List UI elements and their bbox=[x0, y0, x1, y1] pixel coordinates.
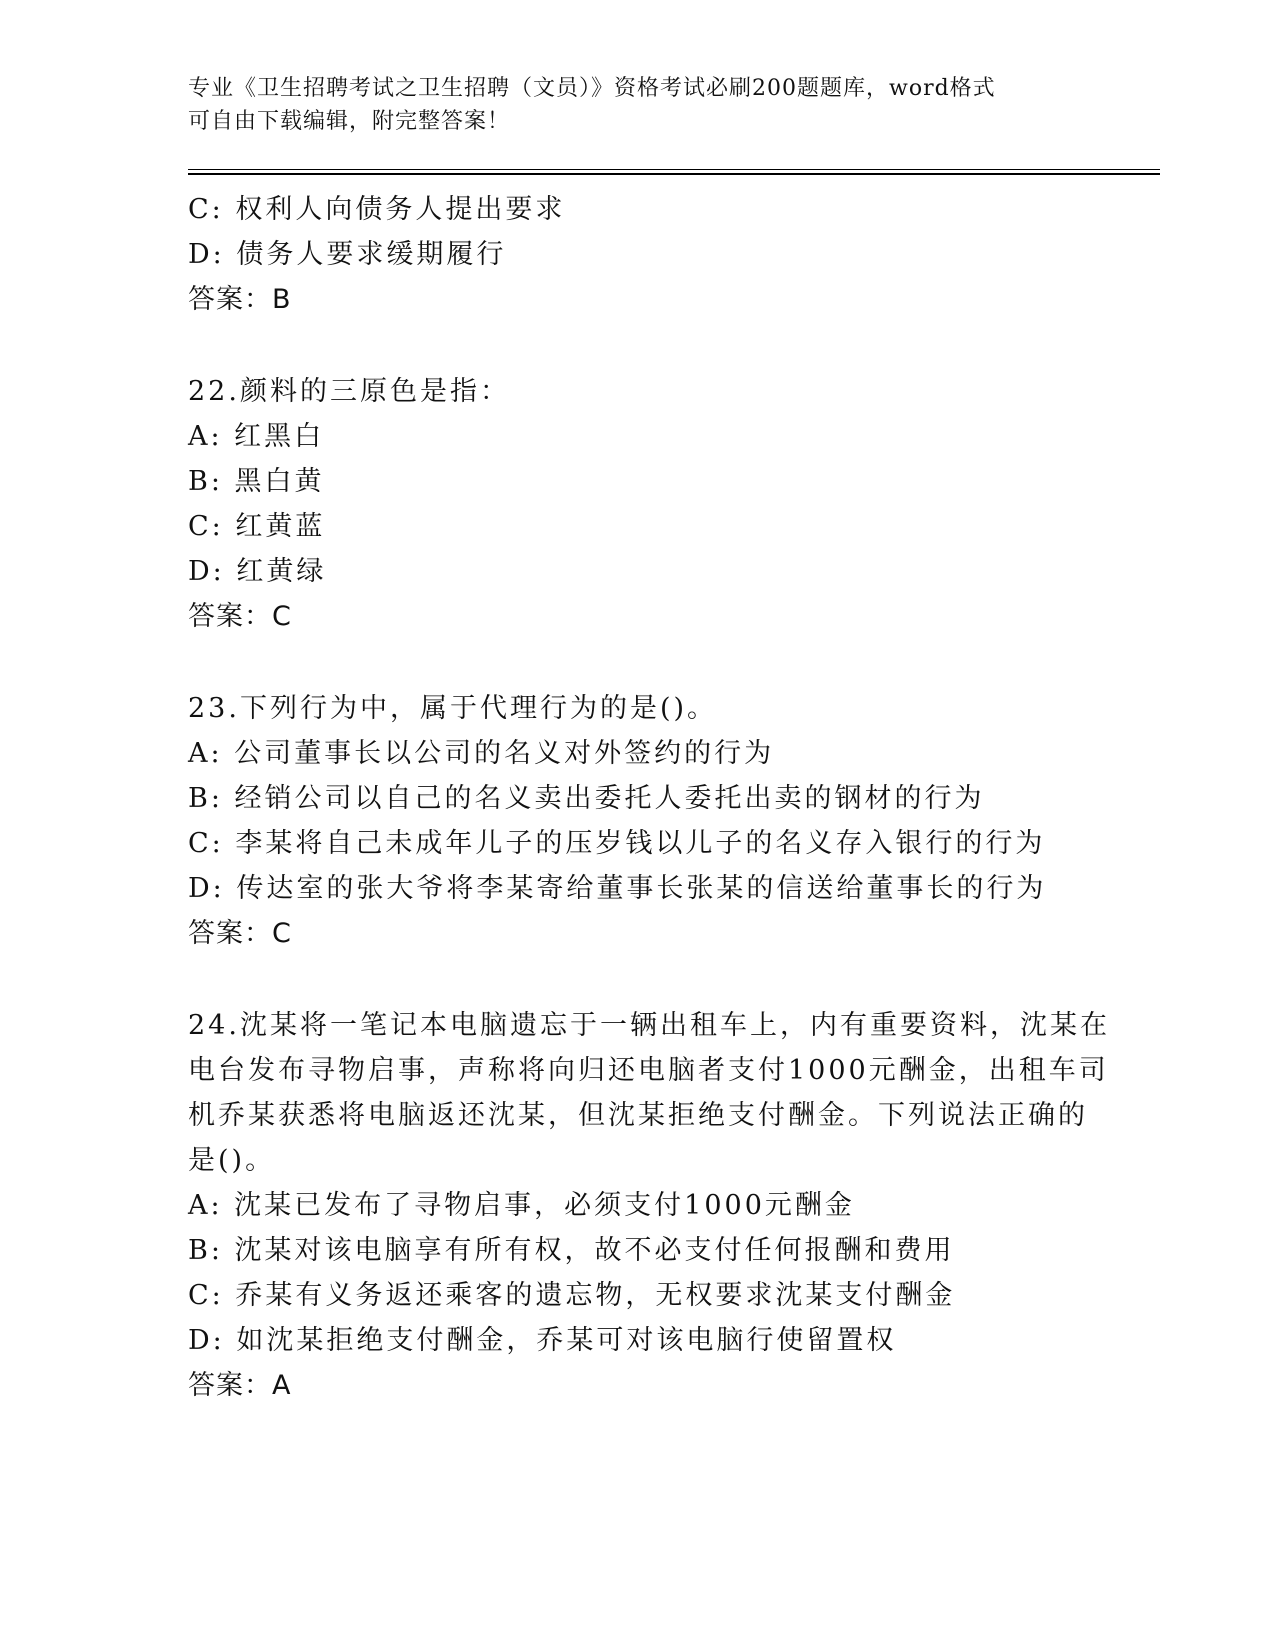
document-header bbox=[188, 72, 1068, 138]
question-text-line-2: 电台发布寻物启事，声称将向归还电脑者支付1000元酬金，出租车司 bbox=[188, 1055, 1109, 1086]
option-b: B: 经销公司以自己的名义卖出委托人委托出卖的钢材的行为 bbox=[188, 783, 985, 814]
option-c: C: 权利人向债务人提出要求 bbox=[188, 194, 566, 225]
option-d: D: 传达室的张大爷将李某寄给董事长张某的信送给董事长的行为 bbox=[188, 873, 1047, 904]
option-b: B: 黑白黄 bbox=[188, 466, 325, 497]
option-c: C: 红黄蓝 bbox=[188, 511, 326, 542]
header-title-line-1: 专业《卫生招聘考试之卫生招聘（文员）》资格考试必刷200题题库，word格式 bbox=[188, 76, 996, 101]
question-block-21 bbox=[188, 187, 1088, 322]
spacer bbox=[188, 322, 1088, 369]
header-divider-thin bbox=[188, 169, 1160, 170]
answer-label: 答案：A bbox=[188, 1370, 292, 1401]
option-a: A: 公司董事长以公司的名义对外签约的行为 bbox=[188, 738, 775, 769]
answer-label: 答案：C bbox=[188, 601, 292, 632]
option-a: A: 沈某已发布了寻物启事，必须支付1000元酬金 bbox=[188, 1190, 855, 1221]
question-text-line-4: 是()。 bbox=[188, 1145, 276, 1176]
option-d: D: 红黄绿 bbox=[188, 556, 327, 587]
header-title-line-2: 可自由下载编辑，附完整答案！ bbox=[188, 109, 511, 134]
question-list bbox=[188, 187, 1110, 1408]
question-block-24 bbox=[188, 1003, 1110, 1408]
option-a: A: 红黑白 bbox=[188, 421, 325, 452]
question-block-22 bbox=[188, 369, 1088, 639]
question-block-23 bbox=[188, 686, 1088, 956]
question-text-line-3: 机乔某获悉将电脑返还沈某，但沈某拒绝支付酬金。下列说法正确的 bbox=[188, 1100, 1088, 1131]
option-d: D: 如沈某拒绝支付酬金，乔某可对该电脑行使留置权 bbox=[188, 1325, 897, 1356]
spacer bbox=[188, 639, 1088, 686]
header-divider-thick bbox=[188, 173, 1160, 175]
option-b: B: 沈某对该电脑享有所有权，故不必支付任何报酬和费用 bbox=[188, 1235, 955, 1266]
question-text: 23.下列行为中，属于代理行为的是()。 bbox=[188, 693, 718, 724]
option-c: C: 乔某有义务返还乘客的遗忘物，无权要求沈某支付酬金 bbox=[188, 1280, 956, 1311]
option-c: C: 李某将自己未成年儿子的压岁钱以儿子的名义存入银行的行为 bbox=[188, 828, 1046, 859]
question-text-line-1: 24.沈某将一笔记本电脑遗忘于一辆出租车上，内有重要资料，沈某在 bbox=[188, 1010, 1110, 1041]
answer-label: 答案：B bbox=[188, 284, 292, 315]
answer-label: 答案：C bbox=[188, 918, 292, 949]
question-text: 22.颜料的三原色是指： bbox=[188, 376, 510, 407]
option-d: D: 债务人要求缓期履行 bbox=[188, 239, 507, 270]
spacer bbox=[188, 956, 1088, 1003]
